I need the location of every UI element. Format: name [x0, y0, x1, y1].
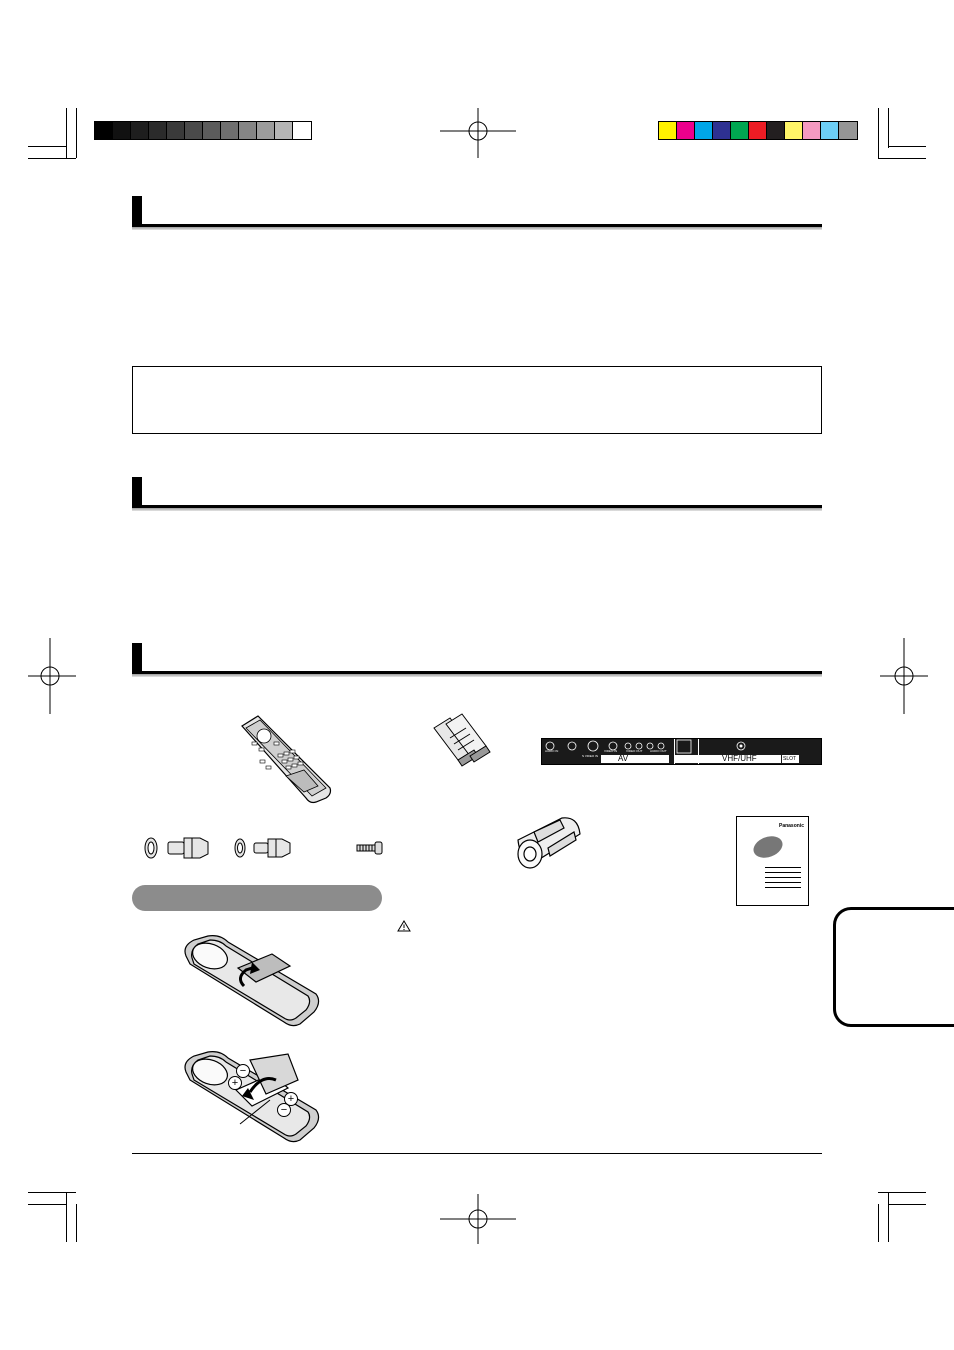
registration-target-top — [440, 108, 516, 158]
gray-swatch-10 — [257, 122, 275, 139]
caution-icon — [397, 920, 411, 932]
remote-cover-open-step-illustration — [180, 934, 322, 1028]
registration-target-right — [880, 638, 928, 714]
battery-installation-heading — [132, 885, 382, 911]
gray-swatch-6 — [185, 122, 203, 139]
gray-swatch-4 — [149, 122, 167, 139]
color-swatch-10 — [821, 122, 839, 139]
section-header-3 — [132, 643, 822, 677]
gray-swatch-1 — [95, 122, 113, 139]
color-swatch-4 — [713, 122, 731, 139]
remote-control-illustration — [238, 712, 334, 804]
f-connector-set-2-illustration — [232, 832, 296, 862]
color-swatch-6 — [749, 122, 767, 139]
panel-audio-out-label: AUDIO OUT — [650, 749, 667, 753]
battery-plus-mark-2: + — [284, 1092, 298, 1106]
gray-swatch-12 — [293, 122, 311, 139]
gray-swatch-11 — [275, 122, 293, 139]
color-swatch-11 — [839, 122, 857, 139]
color-swatch-1 — [659, 122, 677, 139]
manual-brand-logo: Panasonic — [778, 823, 804, 829]
color-swatch-5 — [731, 122, 749, 139]
terminal-panel-illustration — [541, 738, 822, 765]
gray-swatch-5 — [167, 122, 185, 139]
color-calibration-bar — [658, 121, 858, 140]
battery-plus-mark-1: + — [228, 1076, 242, 1090]
note-box — [132, 366, 822, 434]
battery-minus-mark-1: − — [236, 1064, 250, 1078]
panel-slot-label: SLOT — [783, 756, 797, 762]
gray-swatch-9 — [239, 122, 257, 139]
registration-target-bottom — [440, 1194, 516, 1244]
screw-illustration — [356, 841, 384, 855]
panel-s-video-label: S VIDEO IN — [582, 754, 599, 758]
gray-swatch-7 — [203, 122, 221, 139]
panel-av-label: AV — [618, 754, 629, 763]
section-header-2 — [132, 477, 822, 511]
section-header-1 — [132, 196, 822, 230]
batteries-illustration — [430, 714, 492, 766]
color-swatch-7 — [767, 122, 785, 139]
color-swatch-8 — [785, 122, 803, 139]
f-connector-set-1-illustration — [142, 832, 214, 862]
panel-vhf-label: VHF/UHF — [722, 754, 757, 763]
operating-manual-illustration — [736, 816, 809, 906]
chapter-side-tab — [833, 907, 954, 1027]
registration-target-left — [28, 638, 76, 714]
battery-insert-step-illustration — [180, 1050, 322, 1144]
battery-minus-mark-2: − — [277, 1103, 291, 1117]
footer-rule — [132, 1153, 822, 1154]
grayscale-calibration-bar — [94, 121, 312, 140]
color-swatch-2 — [677, 122, 695, 139]
ferrite-core-illustration — [512, 812, 584, 876]
color-swatch-3 — [695, 122, 713, 139]
gray-swatch-2 — [113, 122, 131, 139]
gray-swatch-3 — [131, 122, 149, 139]
gray-swatch-8 — [221, 122, 239, 139]
panel-video-out-label: VIDEO OUT — [626, 749, 643, 753]
panel-audio-in-label: AUDIO IN — [545, 749, 559, 753]
color-swatch-9 — [803, 122, 821, 139]
panel-video-in-label: VIDEO IN — [604, 749, 618, 753]
